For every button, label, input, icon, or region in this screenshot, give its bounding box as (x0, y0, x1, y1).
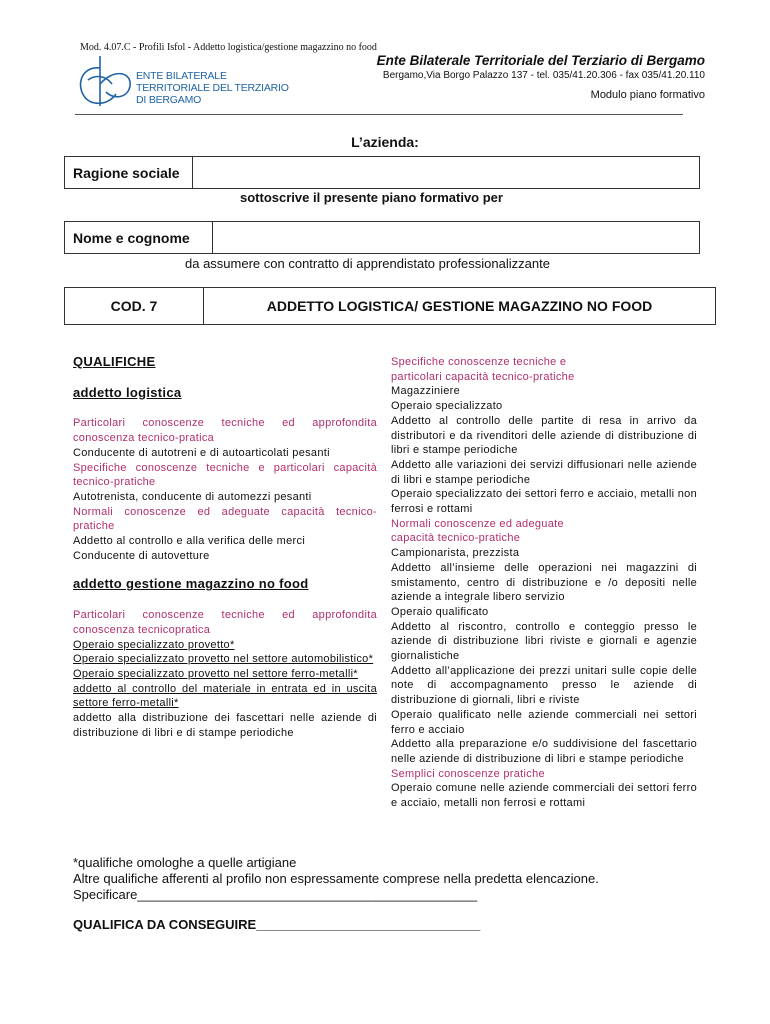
qualifica-da-conseguire-field[interactable]: QUALIFICA DA CONSEGUIRE_______________________________ (73, 917, 481, 932)
qualification-item: Operaio specializzato provetto nel settore automobilistico* (73, 653, 374, 666)
modulo-label: Modulo piano formativo (590, 89, 705, 101)
level-label: Specifiche conoscenze tecniche e (391, 356, 567, 368)
level-label: Particolari conoscenze tecniche ed approfondita conoscenza tecnico-pratica (73, 417, 377, 445)
level-label: Normali conoscenze ed adeguate capacità tecnico-pratiche (73, 505, 377, 533)
code-row (64, 287, 716, 325)
ente-address: Bergamo,Via Borgo Palazzo 137 - tel. 035/41.20.306 - fax 035/41.20.110 (382, 70, 705, 81)
qualification-item: Addetto al riscontro, controllo e conteggio presso le aziende di distribuzione libri riviste e giornali e agenzie giornalistiche (391, 620, 697, 663)
qualification-item: Conducente di autovetture (73, 549, 210, 562)
qualification-item: addetto alla distribuzione dei fascettari nelle aziende di distribuzione di libri e di stampe periodiche (73, 712, 377, 739)
module-reference: Mod. 4.07.C - Profili Isfol - Addetto logistica/gestione magazzino no food (80, 42, 377, 53)
qualification-item: Addetto all’applicazione dei prezzi unitari sulle copie delle note di accompagnamento presso le aziende di distribuzione di giornali, libri e riviste (391, 664, 697, 707)
level-label: capacità tecnico-pratiche (391, 532, 521, 545)
qualification-item: Addetto al controllo delle partite di resa in arrivo da distributori e da rivenditori delle aziende di distribuzione di libri e stampe periodiche (391, 414, 697, 457)
logo-line: TERRITORIALE DEL TERZIARIO (136, 82, 289, 94)
ragione-sociale-field[interactable] (193, 157, 699, 188)
qualification-item: Addetto alle variazioni dei servizi diffusionari nelle aziende di libri e stampe periodiche (391, 458, 697, 486)
code-number: COD. 7 (110, 298, 158, 314)
qualification-item: Operaio comune nelle aziende commerciali dei settori ferro e acciaio, metalli non ferrosi e rottami (391, 782, 697, 810)
nome-cognome-row (64, 221, 700, 254)
qualification-item: Operaio specializzato (391, 400, 503, 413)
qualification-item: Operaio specializzato provetto nel settore ferro-metalli* (73, 667, 358, 680)
nome-cognome-label: Nome e cognome (73, 229, 190, 246)
ragione-sociale-row (64, 156, 700, 189)
altre-qualifiche-note: Altre qualifiche afferenti al profilo non espressamente comprese nella predetta elencazione. (73, 871, 599, 886)
specificare-field[interactable]: Specificare_______________________________________________ (73, 887, 478, 902)
level-label: Particolari conoscenze tecniche ed approfondita conoscenza tecnicopratica (73, 609, 377, 636)
assumere-text: da assumere con contratto di apprendistato professionalizzante (185, 256, 550, 271)
qualification-item: Addetto al controllo e alla verifica delle merci (73, 535, 306, 548)
qualification-item: Magazziniere (391, 385, 461, 398)
qualifiche-heading: QUALIFICHE (73, 354, 156, 369)
right-column (391, 355, 697, 811)
logo-line: ENTE BILATERALE (136, 70, 227, 82)
logo-line: DI BERGAMO (136, 94, 202, 106)
level-label: Semplici conoscenze pratiche (391, 767, 545, 780)
level-label: Normali conoscenze ed adeguate (391, 517, 564, 530)
azienda-heading: L’azienda: (351, 134, 419, 150)
ente-title: Ente Bilaterale Territoriale del Terziario di Bergamo (376, 53, 705, 68)
left-column (73, 355, 377, 740)
sottoscrive-text: sottoscrive il presente piano formativo per (240, 190, 503, 205)
qualification-item: Campionarista, prezzista (391, 547, 520, 560)
header-divider (75, 114, 683, 115)
qualification-item: Autotrenista, conducente di automezzi pesanti (73, 490, 312, 503)
qualification-item: addetto al controllo del materiale in entrata ed in uscita settore ferro-metalli* (73, 682, 377, 710)
footnote: *qualifiche omologhe a quelle artigiane (73, 855, 297, 870)
logo-text (136, 70, 289, 106)
qualification-item: Operaio specializzato dei settori ferro e acciaio, metalli non ferrosi e rottami (391, 488, 697, 516)
magazzino-heading: addetto gestione magazzino no food (73, 576, 309, 592)
qualification-item: Operaio qualificato (391, 605, 489, 618)
qualification-item: Operaio specializzato provetto* (73, 638, 235, 651)
qualification-item: Conducente di autotreni e di autoarticolati pesanti (73, 446, 330, 459)
footer-notes (73, 855, 599, 903)
nome-cognome-field[interactable] (213, 222, 699, 253)
code-title: ADDETTO LOGISTICA/ GESTIONE MAGAZZINO NO FOOD (266, 298, 653, 314)
level-label: Specifiche conoscenze tecniche e particolari capacità tecnico-pratiche (73, 461, 377, 489)
ragione-sociale-label: Ragione sociale (73, 164, 180, 181)
qualification-item: Operaio qualificato nelle aziende commerciali nei settori ferro e acciaio (391, 708, 697, 736)
qualification-item: Addetto all’insieme delle operazioni nei magazzini di smistamento, centro di distribuzione e /o depositi nelle aziende a integrale libero servizio (391, 561, 697, 604)
qualification-item: Addetto alla preparazione e/o suddivisione del fascettario nelle aziende di distribuzione di libri e stampe periodiche (391, 738, 697, 765)
level-label: particolari capacità tecnico-pratiche (391, 370, 575, 383)
logistica-heading: addetto logistica (73, 384, 182, 400)
